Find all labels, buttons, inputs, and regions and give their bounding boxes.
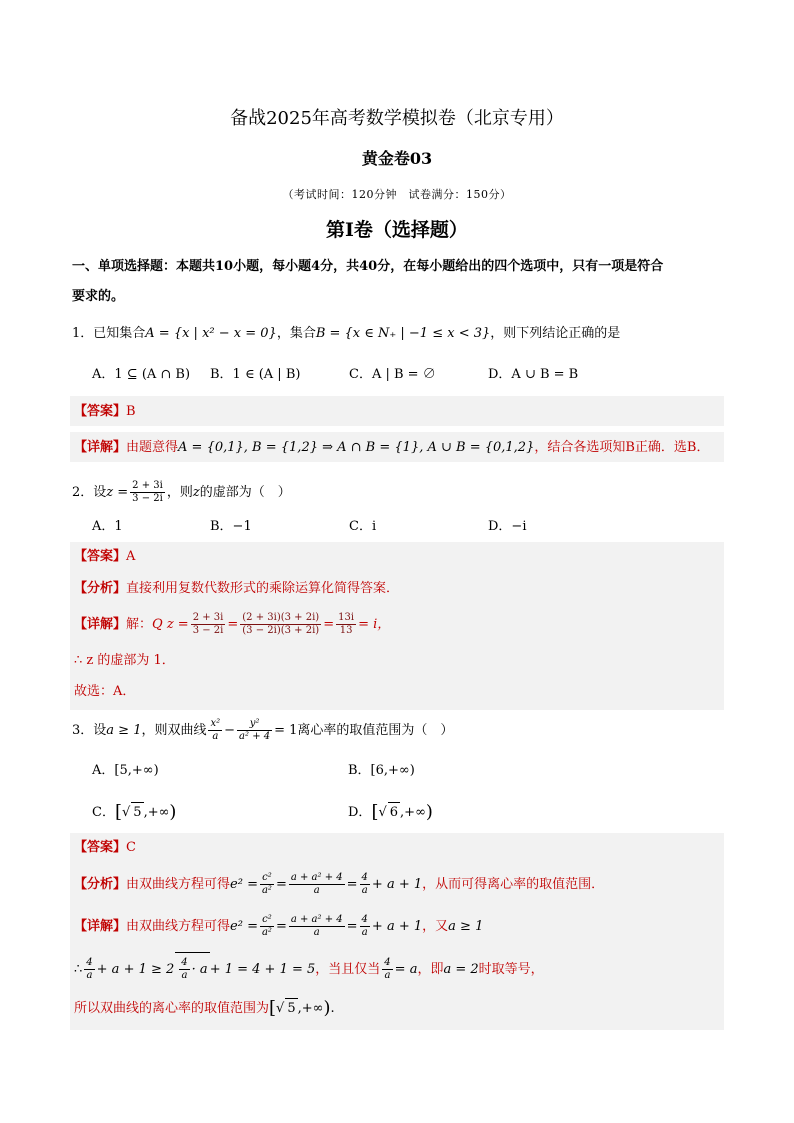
q3-analysis-eq: = [275, 877, 287, 892]
instructions-line-1: 一、单项选择题：本题共10小题，每小题4分，共40分，在每小题给出的四个选项中，只有一项是符合 [72, 259, 664, 274]
q3-line2-d: + 1 = 4 + 1 = 5 [209, 962, 316, 977]
section-title: 第Ⅰ卷（选择题） [326, 219, 468, 241]
sub-title: 黄金卷03 [361, 149, 433, 168]
q1-answer-row [70, 396, 724, 426]
q2-option-c: C．i [349, 519, 377, 534]
q2-stem [72, 480, 291, 506]
q3-detail-eq-2: = [346, 919, 358, 934]
q3-analysis-row [74, 868, 604, 902]
q3-detail-line-3: 所以双曲线的离心率的取值范围为[√ 5 ,+∞). [74, 997, 335, 1019]
q3-analysis-e2: e² = [230, 877, 258, 892]
q2-z-eq: z = [106, 485, 129, 500]
q3-eq1: = 1 [274, 723, 298, 738]
q3-stem-text: 3．设 [72, 723, 107, 738]
q2-answer: A [126, 549, 136, 564]
q3-f1-den: a [212, 731, 219, 742]
q2-detail-line-3: 故选：A． [74, 684, 136, 699]
q3-detail-text-b: ，又 [422, 919, 449, 934]
q3-line2-sqrt [175, 952, 209, 987]
q3-analysis-eq-2: = [346, 877, 358, 892]
q3-stem-text-c: 离心率的取值范围为（ ） [297, 723, 454, 738]
q3-option-a: A．[5,+∞) [92, 763, 159, 778]
q3-detail-sum-num: a + a² + 4 [290, 914, 343, 925]
q3-f2-num: y² [237, 718, 272, 731]
q2-detail-row: 【详解】解：Q z = $\frac{2 + 3i}{3 - 2i}$ = $\frac{(2 + 3i)(3 + 2i)}{(3 - 2i)(3 + 2i)}$ = $\frac{13i}{13}$ = i， [74, 612, 391, 636]
q3-cond: a ≥ 1 [106, 723, 142, 738]
q3-stem [72, 716, 453, 746]
q3-detail-a2: a² [261, 927, 272, 938]
q3-line2-b: + a + 1 ≥ 2 [96, 962, 175, 977]
q2-detail-tag: 【详解】 [74, 617, 127, 632]
q1-stem-text-b: ，集合 [276, 326, 316, 341]
q2-option-a: A．1 [92, 519, 123, 534]
q3-line2-frac-1 [84, 957, 94, 982]
q1-option-d: D．A ∪ B = B [488, 367, 579, 382]
q1-set-b: B = {x ∈ N₊ | −1 ≤ x < 3} [315, 326, 491, 341]
q3-analysis-frac-sum [289, 872, 345, 897]
q1-detail-row [70, 432, 724, 462]
q3-detail-c2: c² [260, 914, 274, 927]
q3-detail-frac-sum [289, 914, 345, 939]
q2-analysis-text: 直接利用复数代数形式的乘除运算化简得答案． [126, 581, 400, 596]
q2-fraction [130, 480, 165, 505]
q2-answer-tag: 【答案】 [74, 549, 127, 564]
q3-detail-text-a: 由双曲线方程可得 [126, 919, 231, 934]
q1-set-a: A = {x | x² − x = 0} [145, 326, 277, 341]
q3-analysis-frac-c [260, 872, 274, 897]
q3-option-c-tail: ,+∞ [143, 805, 170, 820]
q3-line3-value: 5 [285, 998, 297, 1019]
q3-option-c-label: C． [92, 805, 115, 820]
q2-f3-den: 13 [339, 625, 353, 636]
q1-detail-text: 由题意得 [126, 440, 179, 455]
q3-analysis-four: 4 [361, 872, 368, 883]
q2-stem-text-b: ，则 [166, 485, 193, 500]
q1-detail-end: ，结合各选项知B正确．选B． [534, 440, 710, 455]
q3-detail-a: a [361, 927, 368, 938]
q1-option-c: C．A | B = ∅ [349, 367, 436, 382]
q3-line2-frac-3 [382, 957, 392, 982]
q3-analysis-sum-den: a [313, 885, 320, 896]
q3-detail-tag: 【详解】 [74, 919, 127, 934]
q3-answer: C [126, 840, 136, 855]
q3-detail-eq: = [275, 919, 287, 934]
q1-stem-text: 1．已知集合 [72, 326, 146, 341]
q2-f2-den: (3 − 2i)(3 + 2i) [242, 625, 320, 636]
q2-f3-num: 13i [338, 612, 355, 623]
q3-analysis-plus-tail: + a + 1 [371, 877, 423, 892]
q3-line3-end: . [330, 1001, 335, 1016]
q3-option-d-label: D． [348, 805, 372, 820]
q3-detail-sum-den: a [313, 927, 320, 938]
q1-answer-tag: 【答案】 [74, 404, 127, 419]
q2-frac-den: 3 − 2i [132, 493, 163, 504]
q3-therefore: ∴ [74, 962, 83, 977]
q2-analysis-row [74, 579, 399, 599]
q3-detail-frac-c [260, 914, 274, 939]
q3-analysis-tag: 【分析】 [74, 877, 127, 892]
q3-analysis-c2: c² [260, 872, 274, 885]
q2-detail-q: Q z = [152, 617, 189, 632]
q3-stem-text-b: ，则双曲线 [141, 723, 207, 738]
q2-option-b: B．−1 [210, 519, 252, 534]
q3-line2-c: · a [191, 962, 208, 977]
q3-detail-four: 4 [361, 914, 368, 925]
q3-option-d-tail: ,+∞ [400, 805, 426, 820]
instructions-line-2: 要求的。 [72, 289, 125, 304]
q1-detail-math: A = {0,1}, B = {1,2} ⇒ A ∩ B = {1}, A ∪ B = {0,1,2} [178, 440, 535, 455]
q3-detail-cond: a ≥ 1 [448, 919, 484, 934]
q3-analysis-text-b: ，从而可得离心率的取值范围． [422, 877, 605, 892]
main-title: 备战2025年高考数学模拟卷（北京专用） [230, 108, 564, 129]
q3-answer-tag: 【答案】 [74, 840, 127, 855]
q3-analysis-a2: a² [261, 885, 272, 896]
q3-option-c: C．[√ 5 ,+∞) [92, 801, 177, 823]
q2-detail-frac-2 [240, 612, 321, 637]
q2-f1-num: 2 + 3i [192, 612, 224, 623]
q3-line3-tail: ,+∞ [297, 1001, 324, 1016]
q2-detail-frac-1 [191, 612, 226, 637]
q3-line2-g: ，即 [417, 962, 444, 977]
q3-line2-four-3: 4 [384, 957, 391, 968]
q3-detail-line-2 [74, 952, 544, 987]
q3-line2-frac-2 [179, 957, 189, 982]
q3-line2-four-2: 4 [181, 957, 188, 968]
q3-option-b: B．[6,+∞) [348, 763, 415, 778]
q3-line2-a: a [86, 970, 93, 981]
q1-detail-tag: 【详解】 [74, 440, 127, 455]
q2-stem-text: 2．设 [72, 485, 107, 500]
q3-detail-e2: e² = [230, 919, 258, 934]
q3-line2-f: = a [394, 962, 418, 977]
q1-stem [72, 324, 620, 344]
q1-stem-text-c: ，则下列结论正确的是 [490, 326, 621, 341]
q3-option-c-value: 5 [131, 802, 143, 823]
q3-line2-h: a = 2 [443, 962, 479, 977]
q3-analysis-frac-4a [360, 872, 370, 897]
q3-minus: − [224, 723, 236, 738]
q2-z: z [192, 485, 200, 500]
q1-answer: B [126, 404, 136, 419]
q3-line2-four: 4 [86, 957, 93, 968]
q3-line2-a-3: a [384, 970, 391, 981]
q2-stem-text-c: 的虚部为（ ） [199, 485, 291, 500]
q2-detail-prefix: 解： [126, 617, 153, 632]
q2-detail-line-2: ∴ z 的虚部为 1． [74, 653, 175, 668]
q1-option-a: A．1 ⊆ (A ∩ B) [92, 367, 191, 382]
q3-analysis-text-a: 由双曲线方程可得 [126, 877, 231, 892]
q2-detail-end: = i， [358, 617, 391, 632]
q2-answer-row [74, 547, 135, 567]
q3-answer-row [74, 838, 136, 858]
q3-line3-text: 所以双曲线的离心率的取值范围为 [74, 1001, 270, 1016]
q2-f1-den: 3 − 2i [192, 625, 224, 636]
q3-line2-e: ，当且仅当 [315, 962, 381, 977]
q3-analysis-sum-num: a + a² + 4 [290, 872, 343, 883]
q2-detail-frac-3 [336, 612, 356, 637]
q2-option-d: D．−i [488, 519, 527, 534]
q3-detail-plus-tail: + a + 1 [371, 919, 423, 934]
q3-detail-frac-4a [360, 914, 370, 939]
q3-f1-num: x² [210, 718, 221, 729]
q3-frac-y [237, 718, 272, 743]
q1-option-b: B．1 ∈ (A | B) [210, 367, 301, 382]
q2-analysis-tag: 【分析】 [74, 581, 127, 596]
q3-line2-a-2: a [181, 970, 188, 981]
q3-option-d: D．[√ 6 ,+∞) [348, 801, 433, 823]
q3-line2-i: 时取等号， [478, 962, 544, 977]
exam-info: （考试时间：120分钟 试卷满分：150分） [282, 188, 512, 201]
q3-analysis-a: a [361, 885, 368, 896]
q3-frac-x [208, 718, 222, 743]
q3-option-d-value: 6 [388, 802, 400, 823]
q2-f2-num: (2 + 3i)(3 + 2i) [242, 612, 320, 623]
q2-frac-num: 2 + 3i [132, 480, 163, 491]
q3-detail-row [74, 910, 483, 944]
q3-f2-den: a² + 4 [239, 731, 271, 742]
